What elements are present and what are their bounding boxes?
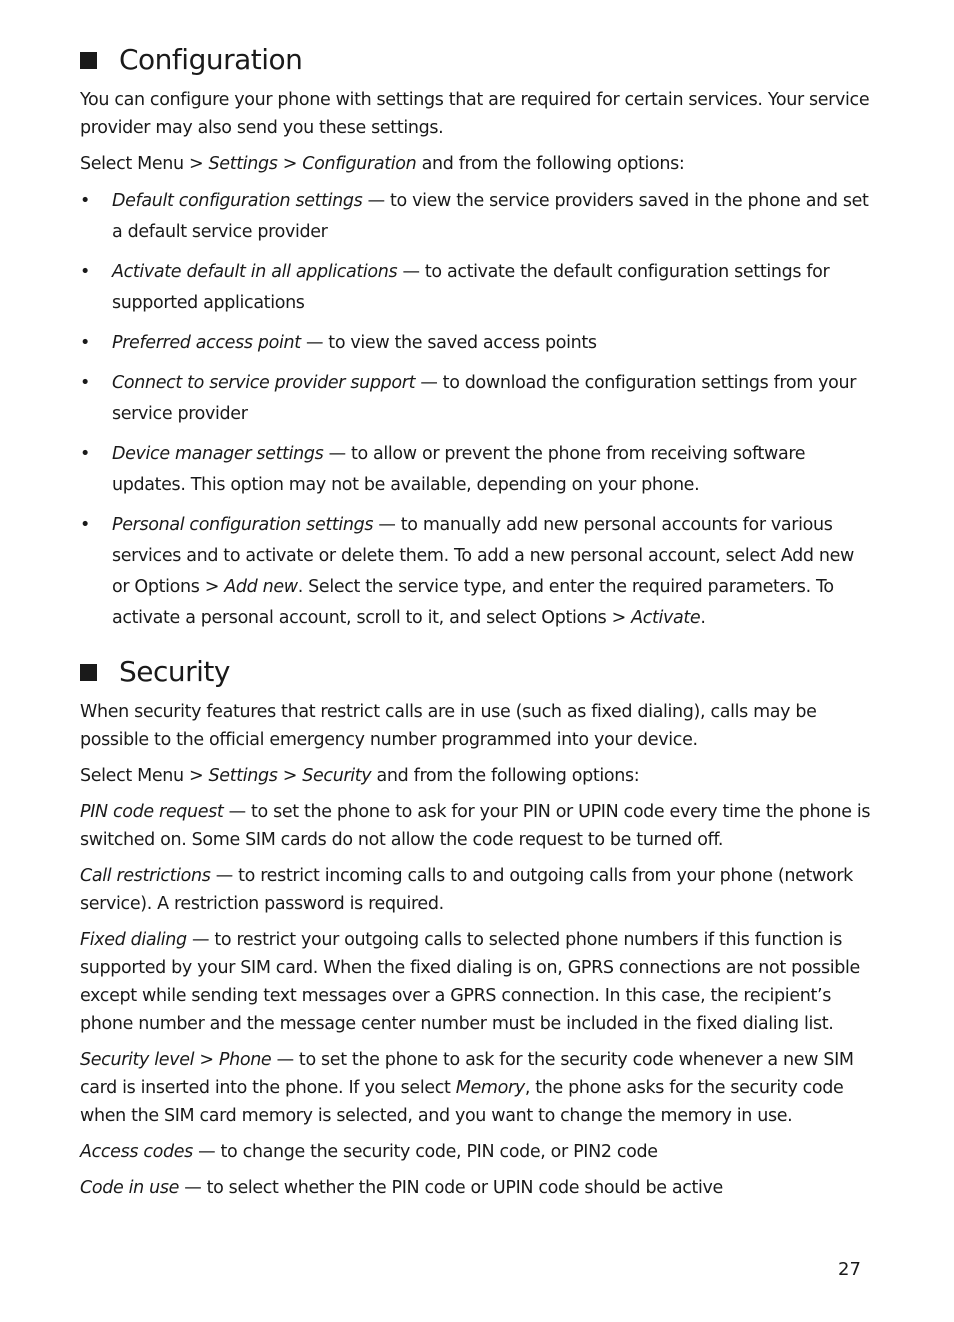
configuration-intro: You can configure your phone with settings that are required for certain services. Your service provider may also send you these settings. [80, 90, 870, 138]
list-item: • Default configuration settings — to view the service providers saved in the phone and set a default service provider [80, 186, 875, 248]
square-bullet-icon [80, 52, 97, 69]
code-in-use-option: Code in use — to select whether the PIN code or UPIN code should be active [80, 1178, 723, 1198]
page-content [80, 40, 875, 1202]
fixed-dialing-option: Fixed dialing — to restrict your outgoing calls to selected phone numbers if this function is supported by your SIM card. When the fixed dialing is on, GPRS connections are not possible except while sending text messages over a GPRS connection. In this case, the recipient’s phone number and the message center number must be included in the fixed dialing list. [80, 930, 860, 1034]
security-heading [80, 652, 875, 692]
list-item: • Personal configuration settings — to manually add new personal accounts for various services and to activate or delete them. To add a new personal account, select Add new or Options > Add new. Select the service type, and enter the required parameters. To activate a personal account, scroll to it, and select Options > Activate. [80, 510, 875, 634]
list-item: • Activate default in all applications — to activate the default configuration settings for supported applications [80, 257, 875, 319]
list-item: • Device manager settings — to allow or prevent the phone from receiving software updates. This option may not be available, depending on your phone. [80, 439, 875, 501]
configuration-options-list [80, 186, 875, 634]
pin-code-request-option: PIN code request — to set the phone to ask for your PIN or UPIN code every time the phone is switched on. Some SIM cards do not allow the code request to be turned off. [80, 802, 871, 850]
security-select-path: Select Menu > Settings > Security and from the following options: [80, 766, 640, 786]
list-item: • Connect to service provider support — to download the configuration settings from your service provider [80, 368, 875, 430]
security-intro: When security features that restrict calls are in use (such as fixed dialing), calls may be possible to the official emergency number programmed into your device. [80, 702, 817, 750]
security-level-option: Security level > Phone — to set the phone to ask for the security code whenever a new SIM card is inserted into the phone. If you select Memory, the phone asks for the security code when the SIM card memory is selected, and you want to change the memory in use. [80, 1050, 854, 1126]
square-bullet-icon [80, 664, 97, 681]
configuration-title: Configuration [119, 43, 303, 76]
call-restrictions-option: Call restrictions — to restrict incoming calls to and outgoing calls from your phone (network service). A restriction password is required. [80, 866, 853, 914]
configuration-heading [80, 40, 875, 80]
access-codes-option: Access codes — to change the security code, PIN code, or PIN2 code [80, 1142, 658, 1162]
configuration-select-path: Select Menu > Settings > Configuration and from the following options: [80, 154, 685, 174]
security-title: Security [119, 655, 230, 688]
list-item: • Preferred access point — to view the saved access points [80, 328, 875, 359]
page-number: 27 [838, 1259, 861, 1280]
